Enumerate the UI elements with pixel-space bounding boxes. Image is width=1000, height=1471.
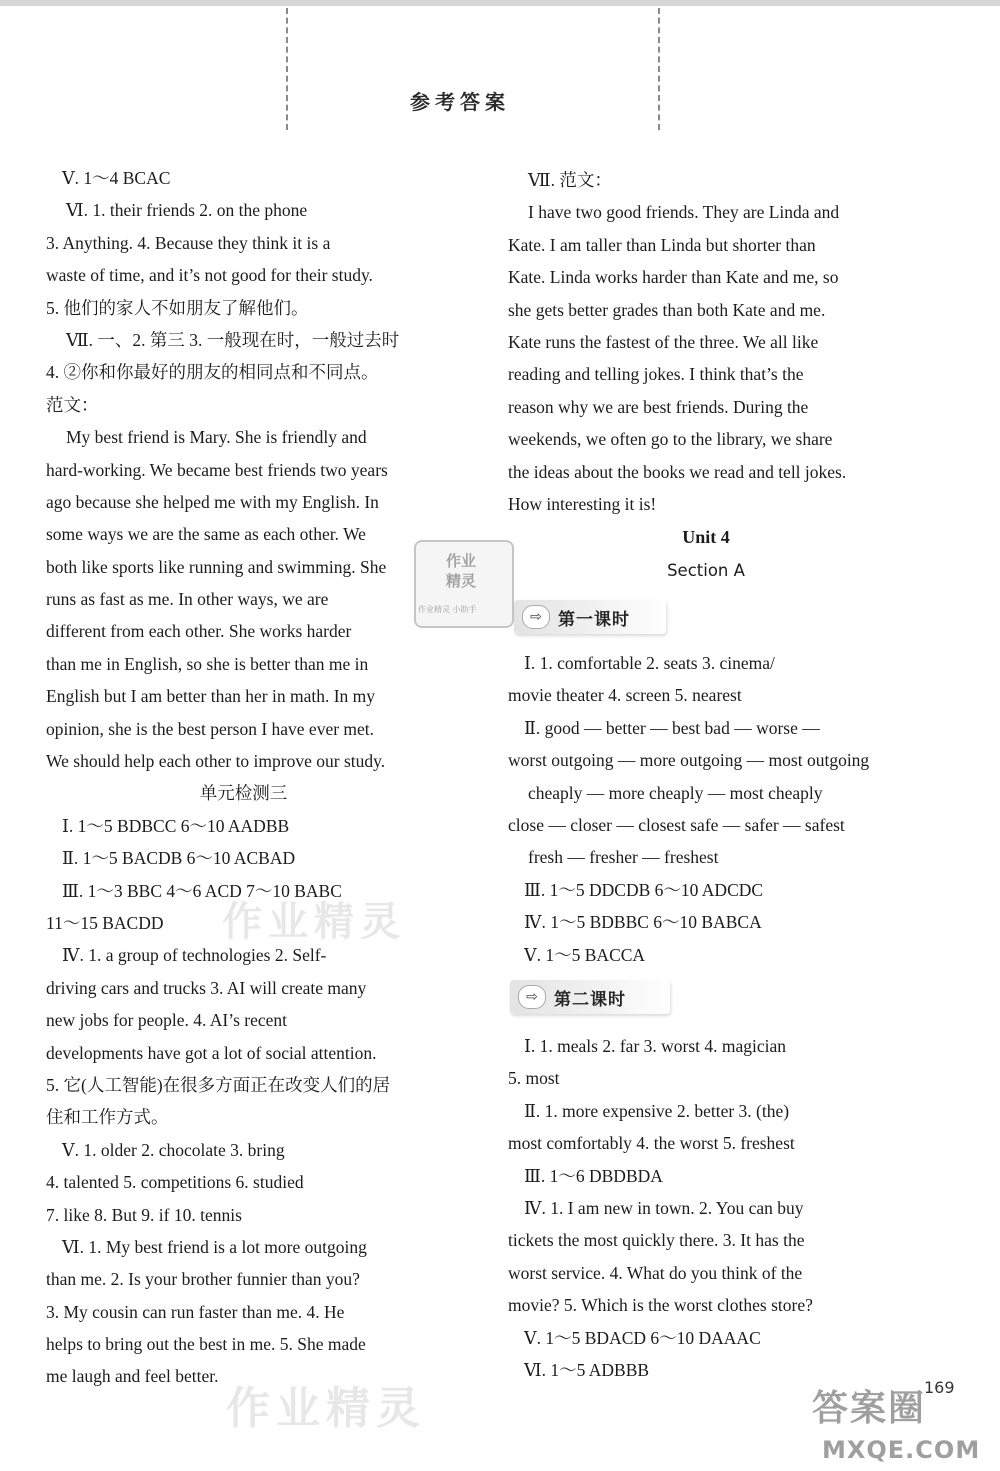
unit-title: Unit 4 bbox=[682, 527, 730, 548]
section-title: Section A bbox=[667, 561, 745, 581]
answer-line: 3. My cousin can run faster than me. 4. He bbox=[46, 1301, 345, 1322]
watermark: 作业精灵 bbox=[226, 1383, 426, 1434]
essay-line: I have two good friends. They are Linda and bbox=[528, 202, 840, 223]
top-rule bbox=[0, 0, 1000, 6]
stamp-text: 作业 bbox=[446, 552, 477, 570]
stamp-text: 精灵 bbox=[446, 572, 477, 590]
answer-line: close — closer — closest safe — safer — safest bbox=[508, 814, 845, 835]
answer-line: Ⅱ. good — better — best bad — worse — bbox=[524, 717, 820, 738]
answer-line: 5. most bbox=[508, 1068, 560, 1089]
right-column-bottom bbox=[508, 1030, 904, 1386]
answer-line: 3. Anything. 4. Because they think it is a bbox=[46, 232, 331, 253]
answer-line: 5. 它(人工智能)在很多方面正在改变人们的居 bbox=[46, 1074, 391, 1095]
answer-line: me laugh and feel better. bbox=[46, 1366, 219, 1387]
stamp-text: 作业精灵 小助手 bbox=[418, 605, 477, 614]
essay-line: How interesting it is! bbox=[508, 493, 657, 514]
answer-line: 11～15 BACDD bbox=[46, 912, 164, 933]
right-column-top bbox=[508, 164, 904, 588]
answer-line: tickets the most quickly there. 3. It has the bbox=[508, 1230, 805, 1251]
arrow-right-icon: ⇨ bbox=[518, 985, 546, 1009]
answer-line: Ⅱ. 1～5 BACDB 6～10 ACBAD bbox=[62, 848, 296, 869]
answer-line: 4. ②你和你最好的朋友的相同点和不同点。 bbox=[46, 362, 379, 383]
watermark-stamp bbox=[414, 540, 514, 628]
essay-line: reading and telling jokes. I think that’s the bbox=[508, 364, 804, 385]
answer-line: Ⅵ. 1～5 ADBBB bbox=[524, 1359, 650, 1380]
lesson-banner-label: 第一课时 bbox=[558, 609, 630, 630]
corner-logo-text: 答案圈 bbox=[812, 1388, 927, 1429]
essay-line: Kate runs the fastest of the three. We all like bbox=[508, 331, 819, 352]
answer-line: Ⅳ. 1. I am new in town. 2. You can buy bbox=[524, 1197, 804, 1218]
answer-line: Ⅴ. 1～5 BACCA bbox=[524, 944, 646, 965]
answer-line: Ⅴ. 1～4 BCAC bbox=[62, 168, 171, 188]
essay-line: opinion, she is the best person I have ever met. bbox=[46, 718, 375, 739]
essay-line: weekends, we often go to the library, we share bbox=[508, 429, 833, 450]
answer-line: Ⅳ. 1. a group of technologies 2. Self- bbox=[62, 945, 327, 966]
page-number: 169 bbox=[924, 1378, 955, 1397]
answer-line: Ⅴ. 1～5 BDACD 6～10 DAAAC bbox=[524, 1327, 761, 1348]
answer-line: movie? 5. Which is the worst clothes store? bbox=[508, 1295, 813, 1316]
corner-logo-url: MXQE.COM bbox=[822, 1436, 981, 1464]
lesson-banner-1 bbox=[514, 600, 666, 634]
answer-line: Ⅵ. 1. their friends 2. on the phone bbox=[66, 200, 308, 221]
answer-line: driving cars and trucks 3. AI will create many bbox=[46, 977, 367, 998]
answer-line: Ⅶ. 一、2. 第三 3. 一般现在时，一般过去时 bbox=[66, 329, 400, 350]
answer-line: Ⅴ. 1. older 2. chocolate 3. bring bbox=[62, 1139, 285, 1160]
essay-line: Kate. Linda works harder than Kate and me, so bbox=[508, 267, 839, 288]
essay-line: both like sports like running and swimming. She bbox=[46, 556, 387, 577]
watermark: 作业精灵 bbox=[222, 899, 406, 945]
corner-logo bbox=[800, 1380, 1000, 1471]
essay-line: My best friend is Mary. She is friendly and bbox=[66, 427, 367, 448]
answer-line: most comfortably 4. the worst 5. freshest bbox=[508, 1133, 795, 1154]
essay-line: We should help each other to improve our study. bbox=[46, 751, 386, 772]
answer-line: Ⅲ. 1～5 DDCDB 6～10 ADCDC bbox=[524, 879, 764, 900]
lesson-banner-2 bbox=[510, 980, 670, 1014]
answer-line: Ⅲ. 1～3 BBC 4～6 ACD 7～10 BABC bbox=[62, 880, 342, 901]
essay-line: different from each other. She works harder bbox=[46, 621, 352, 642]
arrow-right-icon: ⇨ bbox=[522, 605, 550, 629]
answer-line: Ⅳ. 1～5 BDBBC 6～10 BABCA bbox=[524, 912, 762, 933]
right-column-middle bbox=[508, 647, 904, 971]
answer-line: Ⅰ. 1. meals 2. far 3. worst 4. magician bbox=[524, 1036, 787, 1056]
essay-line: Kate. I am taller than Linda but shorter than bbox=[508, 234, 816, 255]
lesson-banner-label: 第二课时 bbox=[554, 989, 626, 1010]
page-title: 参考答案 bbox=[410, 90, 510, 114]
essay-line: she gets better grades than both Kate and me. bbox=[508, 299, 826, 320]
left-column bbox=[46, 162, 441, 1393]
header-dashed-line-right bbox=[658, 8, 660, 130]
essay-line: the ideas about the books we read and tell jokes. bbox=[508, 461, 847, 482]
answer-line: helps to bring out the best in me. 5. She made bbox=[46, 1334, 366, 1355]
answer-line: Ⅰ. 1. comfortable 2. seats 3. cinema/ bbox=[524, 653, 775, 673]
answer-line: Ⅲ. 1～6 DBDBDA bbox=[524, 1165, 663, 1186]
answer-line: developments have got a lot of social attention. bbox=[46, 1042, 377, 1063]
essay-line: than me in English, so she is better than me in bbox=[46, 653, 369, 674]
answer-line: movie theater 4. screen 5. nearest bbox=[508, 685, 742, 706]
essay-line: hard-working. We became best friends two years bbox=[46, 459, 388, 480]
answer-line: Ⅰ. 1～5 BDBCC 6～10 AADBB bbox=[62, 815, 290, 836]
answer-line: cheaply — more cheaply — most cheaply bbox=[528, 782, 823, 803]
essay-line: some ways we are the same as each other. We bbox=[46, 524, 366, 545]
answer-line: 住和工作方式。 bbox=[46, 1107, 169, 1128]
answer-line: waste of time, and it’s not good for their study. bbox=[46, 265, 373, 286]
answer-line: fresh — fresher — freshest bbox=[528, 847, 719, 868]
answer-line: Ⅱ. 1. more expensive 2. better 3. (the) bbox=[524, 1100, 790, 1121]
header-dashed-line-left bbox=[286, 8, 288, 130]
answer-line: new jobs for people. 4. AI’s recent bbox=[46, 1010, 288, 1031]
essay-line: English but I am better than her in math. In my bbox=[46, 686, 376, 707]
answer-line: Ⅵ. 1. My best friend is a lot more outgoing bbox=[62, 1236, 367, 1257]
essay-line: ago because she helped me with my English. In bbox=[46, 491, 379, 512]
essay-line: runs as fast as me. In other ways, we are bbox=[46, 589, 329, 610]
answer-line: 7. like 8. But 9. if 10. tennis bbox=[46, 1204, 242, 1225]
answer-line: 5. 他们的家人不如朋友了解他们。 bbox=[46, 297, 309, 318]
answer-line: worst service. 4. What do you think of the bbox=[508, 1262, 803, 1283]
answer-line: Ⅶ. 范文： bbox=[528, 170, 612, 190]
answer-line: 4. talented 5. competitions 6. studied bbox=[46, 1172, 304, 1193]
essay-line: reason why we are best friends. During the bbox=[508, 396, 809, 417]
answer-line: 范文： bbox=[46, 394, 99, 415]
answer-line: worst outgoing — more outgoing — most outgoing bbox=[508, 750, 870, 771]
answer-line: than me. 2. Is your brother funnier than you? bbox=[46, 1269, 360, 1290]
section-heading: 单元检测三 bbox=[199, 783, 288, 804]
